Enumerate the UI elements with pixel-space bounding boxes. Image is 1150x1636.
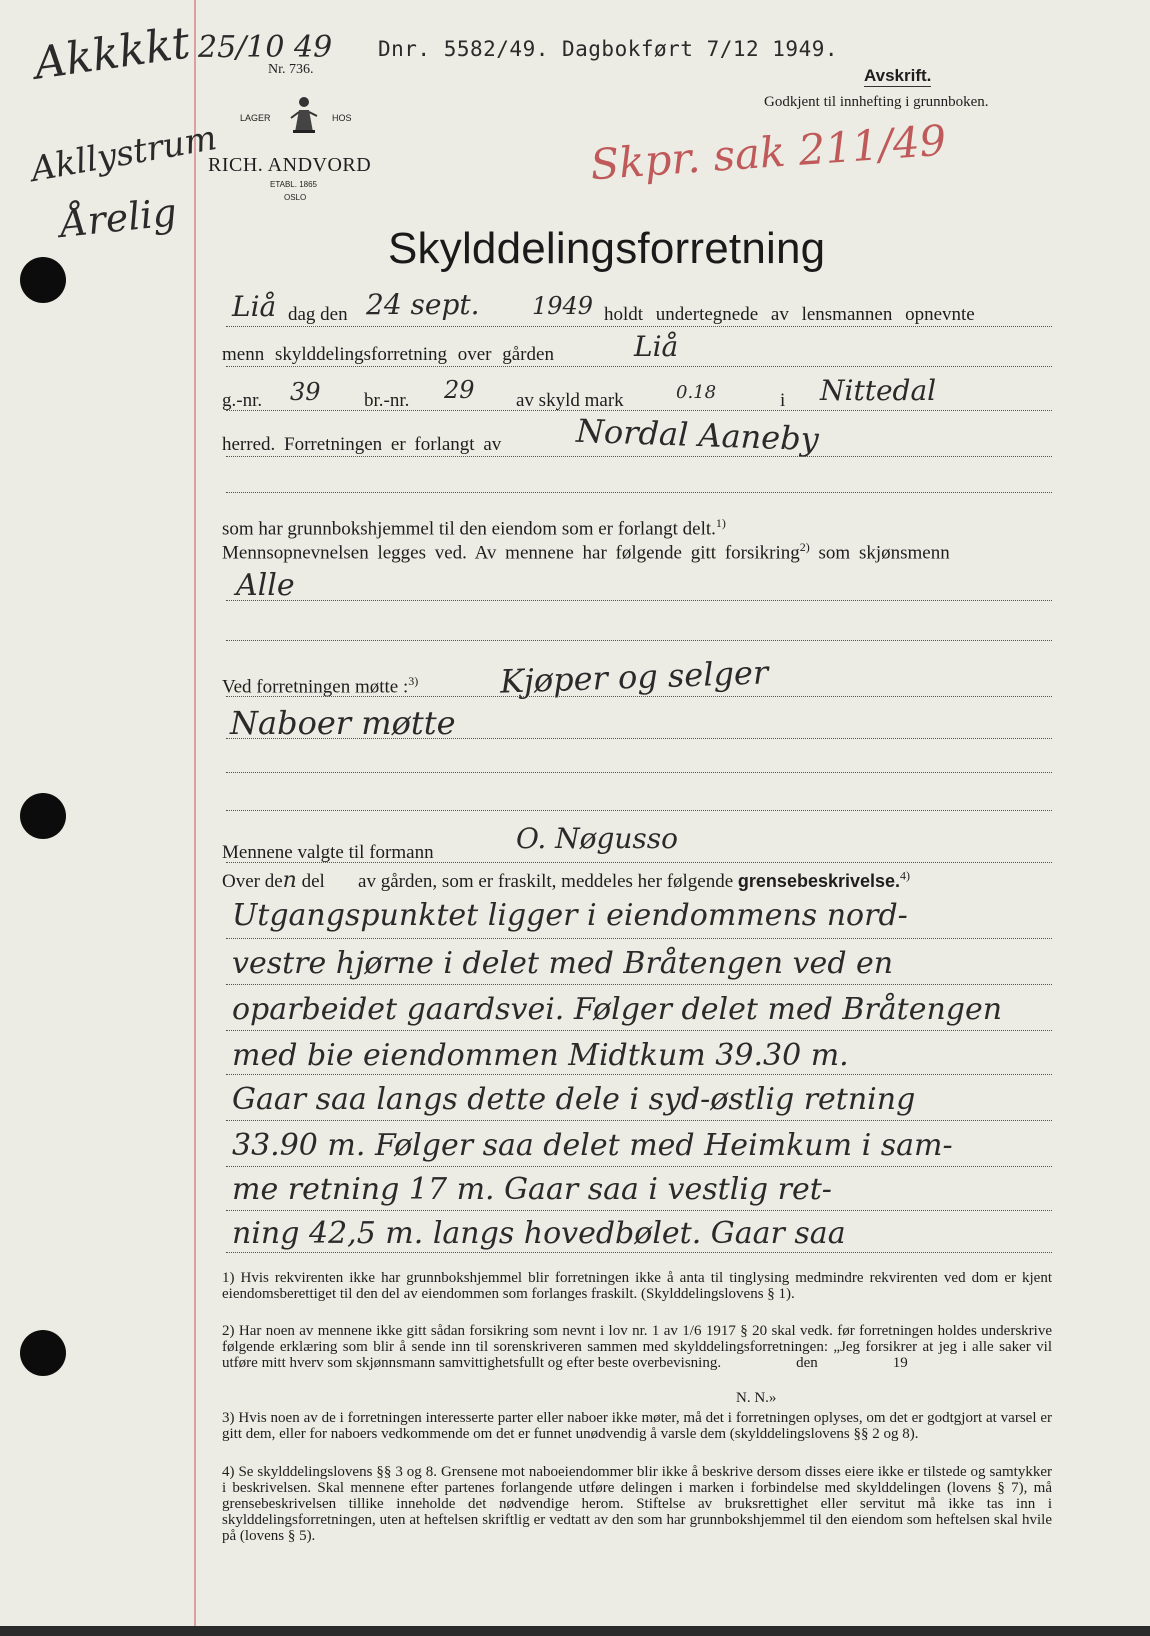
boundary-line: 33.90 m. Følger saa delet med Heimkum i sam- <box>232 1128 953 1163</box>
fill-line <box>226 862 1052 863</box>
boundary-line: Gaar saa langs dette dele i syd-østlig retning <box>232 1082 916 1117</box>
fill-line <box>226 366 1052 367</box>
fill-line <box>226 696 1052 697</box>
fill-line <box>226 938 1052 939</box>
fill-line <box>226 1210 1052 1211</box>
dag-den-label: dag den <box>288 304 348 325</box>
footnote: 4) Se skylddelingslovens §§ 3 og 8. Grensene mot naboeiendommer blir ikke å beskrive dersom disses eiere ikke er tilstede og samtykker i beskrivelsen. Skal mennene efter partenes forlangende utføre delingen i marken i forbindelse med skylddelingen (lovens § 7), må grensebeskrivelsen tillike inneholde det nødvendige herom. Stiftelse av bruksrettighet eller servitut må ikke tas inn i skylddelingsforretningen, uten at heftelsen skriftlig er vedtatt av den som har grunnbokshjemmel til den eiendom som heftelsen skal hvile på (lovens § 5). <box>222 1464 1052 1544</box>
municipality-value: Nittedal <box>820 374 937 407</box>
herred-text: herred. Forretningen er forlangt av <box>222 434 502 455</box>
margin-note: Årelig <box>58 190 179 246</box>
gnr-value: 39 <box>290 378 321 406</box>
margin-note: Akllystrum <box>27 118 220 190</box>
fill-line <box>226 1074 1052 1075</box>
avskrift-label: Avskrift. <box>864 66 932 85</box>
handwritten-number: 25/10 49 <box>198 30 333 65</box>
margin-note: Akkkkt <box>31 17 193 90</box>
skyld-label: av skyld mark <box>516 390 624 411</box>
brnr-label: br.-nr. <box>364 390 410 411</box>
boundary-line: vestre hjørne i delet med Bråtengen ved en <box>232 946 894 981</box>
motte-entry: Kjøper og selger <box>499 653 769 701</box>
fill-line <box>226 326 1052 327</box>
formann-value: O. Nøgusso <box>516 822 679 855</box>
footnote: 3) Hvis noen av de i forretningen interesserte parter eller naboer ikke møter, må det i forretningen oplyses, om det er godtgjort at varsel er gitt dem, eller for naboers vedkommende om det er funnet unødvendig å varsle dem (skylddelingslovens §§ 2 og 8). <box>222 1410 1052 1442</box>
requester-name: Nordal Aaneby <box>575 411 820 459</box>
publisher-city: OSLO <box>284 193 307 202</box>
motte-entry: Naboer møtte <box>230 704 456 742</box>
margin-rule <box>194 0 196 1626</box>
fill-line <box>226 456 1052 457</box>
year-value: 1949 <box>532 292 594 320</box>
fill-line <box>226 772 1052 773</box>
fill-line <box>226 1252 1052 1253</box>
publisher-name: RICH. ANDVORD <box>208 154 372 176</box>
over-de-label: Over den del av gården, som er fraskilt, meddeles her følgende grensebeskrivelse.$^{4)}$ <box>222 868 911 893</box>
footnote-signature: N. N.» <box>736 1390 777 1406</box>
fill-line <box>226 738 1052 739</box>
menn-text: menn skylddelingsforretning over gården <box>222 344 554 365</box>
footnote: 1) Hvis rekvirenten ikke har grunnbokshjemmel blir forretningen ikke å anta til tinglysing medmindre rekvirenten ved dom er kjent eiendomsberettiget til den del av eiendommen som forlanges fraskilt. (Skylddelingslovens § 1). <box>222 1270 1052 1302</box>
formann-label: Mennene valgte til formann <box>222 842 434 863</box>
boundary-line: me retning 17 m. Gaar saa i vestlig ret- <box>232 1172 832 1207</box>
punch-hole <box>20 1330 66 1376</box>
form-number: Nr. 736. <box>268 62 314 77</box>
fill-line <box>226 410 1052 411</box>
fill-line <box>226 1120 1052 1121</box>
boundary-line: ning 42,5 m. langs hovedbølet. Gaar saa <box>232 1216 846 1251</box>
grunnbok-text: som har grunnbokshjemmel til den eiendom som er forlangt delt.$^{1)}$ <box>222 516 726 540</box>
boundary-line: Utgangspunktet ligger i eiendommens nord- <box>232 898 908 933</box>
registry-line: Dnr. 5582/49. Dagbokført 7/12 1949. <box>378 37 839 61</box>
fill-line <box>226 492 1052 493</box>
fill-line <box>226 810 1052 811</box>
gnr-label: g.-nr. <box>222 390 263 411</box>
punch-hole <box>20 793 66 839</box>
publisher-established: ETABL. 1865 <box>270 180 317 189</box>
holdt-text: holdt undertegnede av lensmannen opnevnte <box>604 304 975 325</box>
footnote: 2) Har noen av mennene ikke gitt sådan forsikring som nevnt i lov nr. 1 av 1/6 1917 § 20 skal vedk. før forretningen holdes underskrive følgende erklæring som blir å sende inn til sorenskriveren sammen med skylddelingsforretningen: „Jeg forsikrer at jeg i alle saker vil utføre mitt hverv som skjønnsmann samvittighetsfullt og efter beste overbevisning. den 19 <box>222 1323 1056 1371</box>
punch-hole <box>20 257 66 303</box>
case-number-stamp: Skpr. sak 211/49 <box>588 115 948 190</box>
i-label: i <box>780 390 786 411</box>
publisher-logo-icon <box>287 94 321 134</box>
date-value: 24 sept. <box>366 288 480 321</box>
document-title: Skylddelingsforretning <box>388 224 826 273</box>
boundary-line: med bie eiendommen Midtkum 39.30 m. <box>232 1038 849 1073</box>
approval-note: Godkjent til innhefting i grunnboken. <box>764 94 989 110</box>
logo-hos: HOS <box>332 113 352 123</box>
logo-lager: LAGER <box>240 113 271 123</box>
place-name: Liå <box>232 290 277 323</box>
skyld-value: 0.18 <box>676 382 717 403</box>
boundary-line: oparbeidet gaardsvei. Følger delet med Bråtengen <box>232 992 1003 1027</box>
fill-line <box>226 600 1052 601</box>
fill-line <box>226 640 1052 641</box>
farm-name: Liå <box>634 330 679 363</box>
menns-text: Mennsopnevnelsen legges ved. Av mennene har følgende gitt forsikring$^{2)}$ som skjønsmenn <box>222 540 950 564</box>
brnr-value: 29 <box>444 376 475 404</box>
skjonsmenn-value: Alle <box>236 568 295 603</box>
fill-line <box>226 1030 1052 1031</box>
motte-label: Ved forretningen møtte :$^{3)}$ <box>222 674 419 698</box>
fill-line <box>226 984 1052 985</box>
fill-line <box>226 1166 1052 1167</box>
